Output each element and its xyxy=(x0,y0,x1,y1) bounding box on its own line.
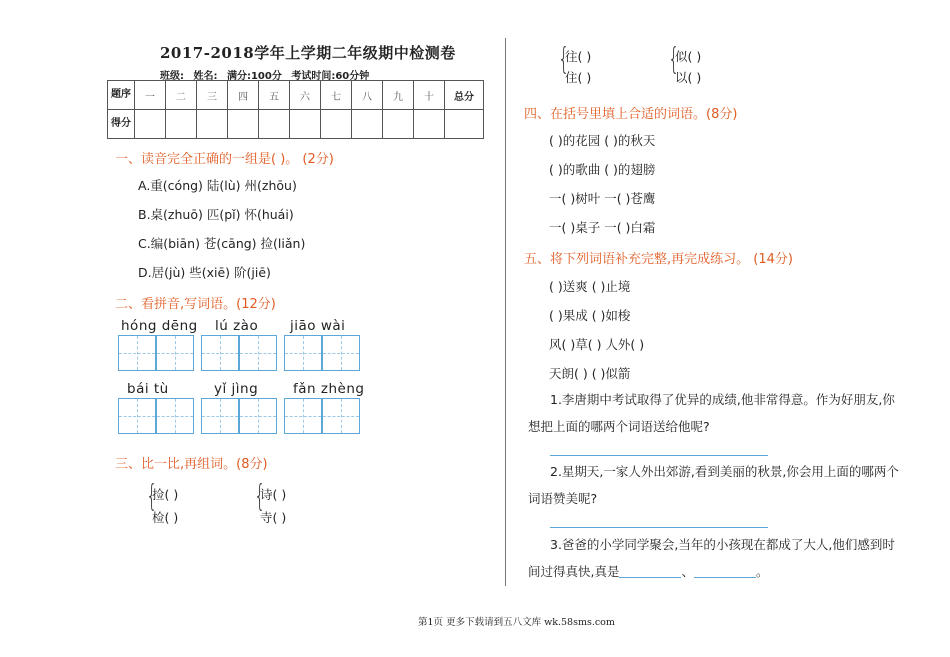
q5-sub3-separator: 、 xyxy=(681,564,694,579)
score-cell[interactable] xyxy=(321,110,352,139)
score-cell[interactable] xyxy=(414,110,445,139)
section-5-heading: 五、将下列词语补充完整,再完成练习。 (14分) xyxy=(524,252,793,267)
q5-line: ( )果成 ( )如梭 xyxy=(549,308,631,323)
col-header: 七 xyxy=(321,81,352,110)
col-header: 二 xyxy=(166,81,197,110)
page-title: 2017-2018学年上学期二年级期中检测卷 xyxy=(160,44,456,62)
column-divider xyxy=(505,38,506,586)
pinyin-label: bái tù xyxy=(127,381,169,397)
q1-option-a: A.重(cóng) 陆(lù) 州(zhōu) xyxy=(138,178,297,193)
q4-line: ( )的歌曲 ( )的翅膀 xyxy=(549,162,656,177)
col-header: 六 xyxy=(290,81,321,110)
writing-box[interactable] xyxy=(284,398,322,434)
score-cell[interactable] xyxy=(383,110,414,139)
q5-line: 风( )草( ) 人外( ) xyxy=(549,337,645,352)
section-4-heading: 四、在括号里填上合适的词语。(8分) xyxy=(524,107,738,122)
col-header: 三 xyxy=(197,81,228,110)
writing-box[interactable] xyxy=(239,335,277,371)
writing-box[interactable] xyxy=(118,335,156,371)
q5-sub-question-1: 1.李唐期中考试取得了优异的成绩,他非常得意。作为好朋友,你想把上面的哪两个词语送给他呢? xyxy=(528,392,895,434)
writing-box[interactable] xyxy=(156,398,194,434)
row-label-score: 得分 xyxy=(108,110,135,139)
score-cell-total[interactable] xyxy=(445,110,484,139)
answer-line[interactable] xyxy=(550,455,768,456)
compare-item: 检( ) xyxy=(152,510,179,525)
q1-option-d: D.居(jù) 些(xiē) 阶(jiē) xyxy=(138,265,271,280)
writing-box[interactable] xyxy=(201,335,239,371)
q5-sub3-text: 3.爸爸的小学同学聚会,当年的小孩现在都成了大人,他们感到时间过得真快,真是 xyxy=(528,537,895,579)
answer-line[interactable] xyxy=(550,527,768,528)
writing-box[interactable] xyxy=(284,335,322,371)
q4-line: 一( )树叶 一( )苍鹰 xyxy=(549,191,656,206)
score-cell[interactable] xyxy=(290,110,321,139)
col-header: 五 xyxy=(259,81,290,110)
q4-line: ( )的花园 ( )的秋天 xyxy=(549,133,656,148)
col-header: 九 xyxy=(383,81,414,110)
score-table xyxy=(107,80,484,139)
compare-item: 寺( ) xyxy=(260,510,287,525)
section-1-heading: 一、读音完全正确的一组是( )。 (2分) xyxy=(115,152,334,167)
q5-sub-question-3 xyxy=(528,531,903,585)
score-cell[interactable] xyxy=(228,110,259,139)
compare-item: 诗( ) xyxy=(260,487,287,502)
compare-item: 捡( ) xyxy=(152,487,179,502)
compare-item: 往( ) xyxy=(565,49,592,64)
writing-box[interactable] xyxy=(239,398,277,434)
col-header: 八 xyxy=(352,81,383,110)
compare-item: 以( ) xyxy=(675,70,702,85)
pinyin-label: hóng dēng xyxy=(121,318,198,334)
writing-box[interactable] xyxy=(322,398,360,434)
section-2-heading: 二、看拼音,写词语。(12分) xyxy=(115,297,276,312)
score-table-row-question xyxy=(108,81,484,110)
col-header: 一 xyxy=(135,81,166,110)
writing-box[interactable] xyxy=(322,335,360,371)
q1-option-c: C.编(biān) 苍(cāng) 捡(liǎn) xyxy=(138,236,306,251)
writing-box[interactable] xyxy=(118,398,156,434)
exam-info: 班级: 姓名: 满分:100分 考试时间:60分钟 xyxy=(160,71,370,82)
score-cell[interactable] xyxy=(197,110,228,139)
col-header: 四 xyxy=(228,81,259,110)
score-cell[interactable] xyxy=(135,110,166,139)
compare-item: 似( ) xyxy=(675,49,702,64)
q5-line: ( )送爽 ( )止境 xyxy=(549,279,631,294)
pinyin-label: jiāo wài xyxy=(290,318,346,334)
answer-blank[interactable] xyxy=(619,563,681,578)
q4-line: 一( )桌子 一( )白霜 xyxy=(549,220,656,235)
writing-box[interactable] xyxy=(201,398,239,434)
brace-icon: { xyxy=(558,42,570,77)
col-header-total: 总分 xyxy=(445,81,484,110)
brace-icon: { xyxy=(254,479,266,514)
score-table-row-score xyxy=(108,110,484,139)
q1-option-b: B.桌(zhuō) 匹(pǐ) 怀(huái) xyxy=(138,207,294,222)
answer-blank[interactable] xyxy=(694,563,756,578)
page-footer: 第1页 更多下载请到五八文库 wk.58sms.com xyxy=(418,617,615,628)
pinyin-label: lú zào xyxy=(215,318,259,334)
row-label-question: 题序 xyxy=(108,81,135,110)
score-cell[interactable] xyxy=(352,110,383,139)
q5-sub3-end: 。 xyxy=(756,564,769,579)
compare-item: 住( ) xyxy=(565,70,592,85)
score-cell[interactable] xyxy=(166,110,197,139)
brace-icon: { xyxy=(146,479,158,514)
q5-line: 天朗( ) ( )似箭 xyxy=(549,366,631,381)
section-3-heading: 三、比一比,再组词。(8分) xyxy=(115,457,268,472)
col-header: 十 xyxy=(414,81,445,110)
q5-sub-question-2: 2.星期天,一家人外出郊游,看到美丽的秋景,你会用上面的哪两个词语赞美呢? xyxy=(528,464,899,506)
pinyin-label: yǐ jìng xyxy=(214,381,259,397)
writing-box[interactable] xyxy=(156,335,194,371)
score-cell[interactable] xyxy=(259,110,290,139)
pinyin-label: fǎn zhèng xyxy=(293,381,365,397)
brace-icon: { xyxy=(668,42,680,77)
